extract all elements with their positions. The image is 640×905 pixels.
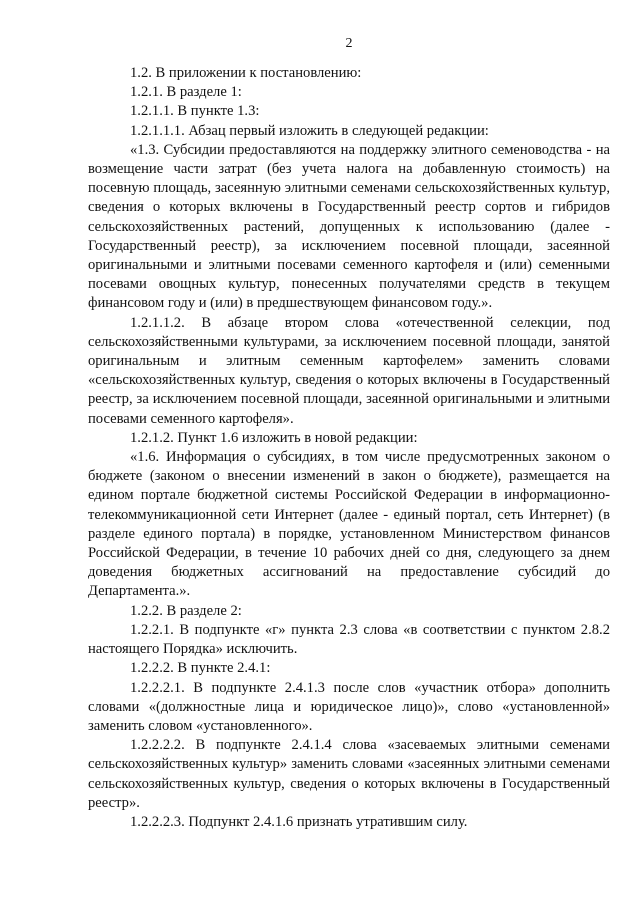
document-body (88, 64, 610, 832)
page-number: 2 (345, 36, 353, 51)
paragraph: 1.2.2.2.2. В подпункте 2.4.1.4 слова «засеваемых элитными семенами сельскохозяйственных культур» заменить словами «засеянных элитными семенами сельскохозяйственных культур, сведения о которых включены в Государственный реестр». (88, 737, 610, 811)
paragraph: 1.2. В приложении к постановлению: (130, 65, 362, 81)
paragraph: 1.2.2.2.1. В подпункте 2.4.1.3 после слов «участник отбора» дополнить словами «(должностные лица и юридическое лицо)», слово «установленной» заменить словом «установленного». (88, 679, 610, 734)
paragraph: 1.2.1.1.2. В абзаце втором слова «отечественной селекции, под сельскохозяйственными культурами, за исключением посевной площади, занятой оригинальным и элитным семенным картофелем» заменить словами «сельскохозяйственных культур, сведения о которых включены в Государственный реестр, за исключением посевной площади, засеянной оригинальными и элитными посевами семенного картофеля». (88, 314, 610, 427)
paragraph: 1.2.1.1.1. Абзац первый изложить в следующей редакции: (130, 122, 489, 139)
paragraph: «1.6. Информация о субсидиях, в том числе предусмотренных законом о бюджете (законом о внесении изменений в закон о бюджете), размещается на едином портале бюджетной системы Российской Федерации в информационно-телекоммуникационной сети Интернет (далее - единый портал, сеть Интернет) (в разделе единого портала) в порядке, установленном Министерством финансов Российской Федерации, в течение 10 рабочих дней со дня, следующего за днем доведения бюджетных ассигнований на предоставление субсидий до Департамента.». (88, 449, 610, 600)
paragraph: 1.2.2.2.3. Подпункт 2.4.1.6 признать утратившим силу. (130, 813, 468, 830)
paragraph: 1.2.1.1. В пункте 1.3: (130, 103, 260, 120)
paragraph: 1.2.2.1. В подпункте «г» пункта 2.3 слова «в соответствии с пунктом 2.8.2 настоящего Порядка» исключить. (88, 621, 610, 658)
paragraph: 1.2.2. В разделе 2: (130, 602, 242, 619)
paragraph: 1.2.2.2. В пункте 2.4.1: (130, 660, 271, 677)
paragraph: 1.2.1. В разделе 1: (130, 84, 242, 101)
paragraph: 1.2.1.2. Пункт 1.6 изложить в новой редакции: (130, 429, 418, 446)
paragraph: «1.3. Субсидии предоставляются на поддержку элитного семеноводства - на возмещение части затрат (без учета налога на добавленную стоимость) на посевную площадь, засеянную элитными семенами сельскохозяйственных культур, сведения о которых включены в Государственный реестр сортов и гибридов сельскохозяйственных растений, допущенных к использованию (далее - Государственный реестр), за исключением посевной площади, засеянной оригинальными и элитными посевами семенного картофеля и (или) семенными посевами овощных культур, понесенных получателями средств в текущем финансовом году и (или) в предшествующем финансовом году.». (88, 141, 610, 312)
